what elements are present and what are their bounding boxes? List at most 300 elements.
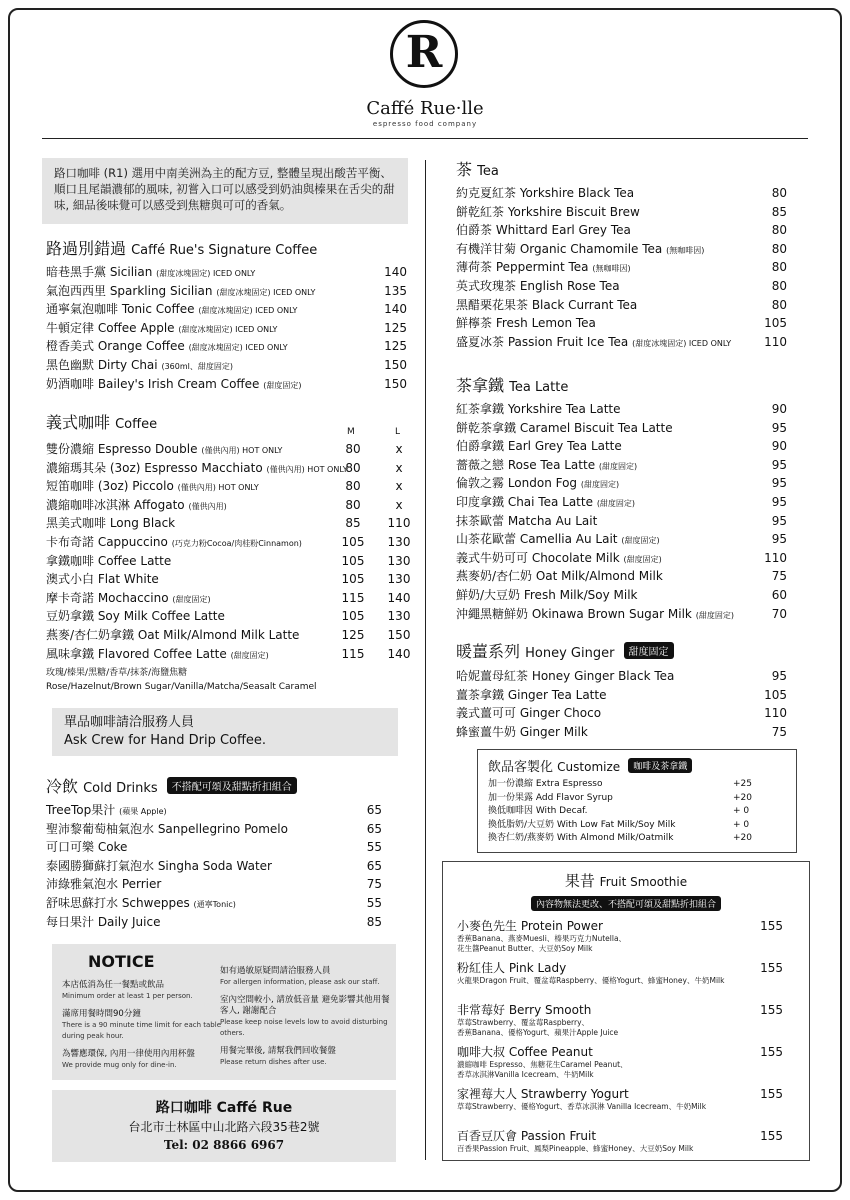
item-note: (巧克力粉Cocoa/肉桂粉Cinnamon) xyxy=(171,538,302,548)
customize-price: + 0 xyxy=(733,806,750,816)
tea-heading xyxy=(456,157,499,180)
tea-item xyxy=(456,314,789,333)
price-l: x xyxy=(395,497,403,512)
signature-title: 路過別錯過 xyxy=(46,239,127,258)
smoothie-item xyxy=(457,1002,783,1044)
signature-item xyxy=(46,375,411,394)
price-m: 80 xyxy=(345,442,361,456)
item-note: (甜度固定) xyxy=(598,461,638,471)
item-name: 摩卡奇諾 Mochaccino xyxy=(46,590,169,605)
signature-item xyxy=(46,319,411,338)
item-name-wrap xyxy=(456,296,637,315)
item-name-wrap xyxy=(46,533,302,554)
price-l: 130 xyxy=(387,534,411,549)
item-price: 95 xyxy=(771,494,787,509)
tea-item xyxy=(456,296,789,315)
smoothie-price: 155 xyxy=(760,1087,783,1101)
smoothie-price: 155 xyxy=(760,1045,783,1059)
item-name: 濃縮咖啡冰淇淋 Affogato xyxy=(46,497,185,512)
item-note: (甜度固定) xyxy=(621,536,660,546)
price-l: 130 xyxy=(387,609,411,624)
item-name-wrap xyxy=(456,493,635,514)
espresso-title-en: Coffee xyxy=(115,417,158,432)
item-name-wrap xyxy=(456,474,619,495)
ginger-title: 暖薑系列 xyxy=(456,642,521,661)
tea-title: 茶 xyxy=(456,160,473,179)
price-m: 105 xyxy=(341,609,365,624)
item-price: 90 xyxy=(771,402,787,416)
item-price: 80 xyxy=(771,260,787,275)
item-price: 60 xyxy=(771,587,787,602)
item-price: 95 xyxy=(771,476,787,491)
cold-title: 冷飲 xyxy=(46,777,79,796)
item-name: 舒味思蘇打水 Schweppes xyxy=(46,895,190,910)
smoothie-title: 果昔 xyxy=(564,872,595,890)
tealatte-item xyxy=(456,605,789,624)
item-name: 牛頓定律 Coffee Apple xyxy=(46,320,175,335)
item-note: (僅供內用) HOT ONLY xyxy=(201,446,283,455)
item-price: 105 xyxy=(764,687,787,702)
ginger-item xyxy=(456,667,789,686)
smoothie-badge: 內容物無法更改、不搭配可頌及甜點折扣組合 xyxy=(531,896,721,911)
item-price: 65 xyxy=(366,821,382,836)
customize-price: +20 xyxy=(733,792,752,803)
item-name: 通寧氣泡咖啡 Tonic Coffee xyxy=(46,302,195,317)
ginger-item xyxy=(456,704,789,723)
item-name-wrap xyxy=(456,530,660,551)
espresso-item xyxy=(46,440,411,459)
price-m: 105 xyxy=(341,553,365,568)
item-name-wrap xyxy=(456,549,662,570)
tea-title-en: Tea xyxy=(477,164,499,179)
price-l: x xyxy=(395,460,403,475)
tea-item xyxy=(456,258,789,277)
item-name: 雙份濃縮 Espresso Double xyxy=(46,442,198,456)
item-name: 山茶花歐蕾 Camellia Au Lait xyxy=(456,532,618,547)
customize-item xyxy=(488,805,778,819)
smoothie-desc: 濃縮咖啡 Espresso、焦糖花生Caramel Peanut、 xyxy=(457,1060,628,1069)
price-m: 105 xyxy=(341,572,365,587)
item-name: 鮮奶/大豆奶 Fresh Milk/Soy Milk xyxy=(456,587,638,602)
item-name-wrap xyxy=(46,375,302,396)
item-name: 蜂蜜薑牛奶 Ginger Milk xyxy=(456,724,588,739)
tealatte-item xyxy=(456,567,789,586)
item-name-wrap xyxy=(46,589,211,610)
item-name-wrap xyxy=(456,704,601,723)
item-name: 抹茶歐蕾 Matcha Au Lait xyxy=(456,513,598,528)
smoothie-name: 非常莓好 Berry Smooth xyxy=(457,1003,592,1017)
ginger-list xyxy=(456,667,789,741)
item-name-wrap xyxy=(46,626,299,645)
tea-list xyxy=(456,184,789,351)
tealatte-list xyxy=(456,400,789,623)
item-price: 75 xyxy=(771,724,787,739)
smoothie-name: 咖啡大叔 Coffee Peanut xyxy=(457,1045,593,1059)
cold-item xyxy=(46,838,386,857)
item-name: 倫敦之霧 London Fog xyxy=(456,476,578,491)
item-name-wrap xyxy=(46,282,315,303)
customize-name: 換杏仁奶/燕麥奶 With Almond Milk/Oatmilk xyxy=(488,833,674,843)
price-m: 115 xyxy=(341,590,365,605)
item-note: (甜度冰塊固定) ICED ONLY xyxy=(216,287,316,297)
item-price: 140 xyxy=(384,302,407,317)
item-note: (通寧Tonic) xyxy=(193,899,236,909)
item-price: 95 xyxy=(771,669,787,683)
notice-entry xyxy=(62,980,222,1002)
item-note: (360ml、甜度固定) xyxy=(161,361,233,371)
price-l: 140 xyxy=(387,590,411,605)
item-price: 75 xyxy=(771,569,787,584)
price-l: 130 xyxy=(387,572,411,587)
tea-item xyxy=(456,333,789,352)
item-note: (僅供內用) xyxy=(188,501,227,511)
item-price: 90 xyxy=(771,439,787,454)
espresso-item xyxy=(46,477,411,496)
item-note: (僅供內用) HOT ONLY xyxy=(177,483,259,493)
item-note: (甜度固定) xyxy=(263,380,302,390)
item-price: 110 xyxy=(764,334,787,349)
espresso-item xyxy=(46,514,411,533)
item-name: 黑色幽默 Dirty Chai xyxy=(46,357,158,372)
item-name-wrap xyxy=(456,512,597,531)
intro-box xyxy=(42,158,408,224)
item-note: (甜度冰塊固定) ICED ONLY xyxy=(178,324,278,334)
smoothie-item xyxy=(457,918,783,960)
signature-item xyxy=(46,337,411,356)
notice-en: Minimum order at least 1 per person. xyxy=(62,992,193,1000)
item-price: 135 xyxy=(384,283,407,298)
item-price: 55 xyxy=(366,895,382,910)
signature-item xyxy=(46,300,411,319)
smoothie-price: 155 xyxy=(760,919,783,933)
item-price: 125 xyxy=(384,339,407,354)
item-note: (無咖啡因) xyxy=(666,245,705,255)
smoothie-name: 家裡莓大人 Strawberry Yogurt xyxy=(457,1087,629,1101)
ginger-item xyxy=(456,723,789,742)
smoothie-desc: 火龍果Dragon Fruit、覆盆莓Raspberry、優格Yogurt、蜂蜜Honey、牛奶Milk xyxy=(457,976,725,985)
item-name: 沖繩黑糖鮮奶 Okinawa Brown Sugar Milk xyxy=(456,606,692,621)
item-note: (甜度冰塊固定) ICED ONLY xyxy=(188,343,288,353)
item-price: 95 xyxy=(771,513,787,528)
smoothie-title-en: Fruit Smoothie xyxy=(599,875,688,889)
item-name: 風味拿鐵 Flavored Coffee Latte xyxy=(46,646,227,661)
item-name-wrap xyxy=(456,567,663,586)
signature-title-en: Caffé Rue's Signature Coffee xyxy=(131,243,318,258)
item-name: 英式玫瑰茶 English Rose Tea xyxy=(456,278,620,293)
notice-zh: 如有過敏原疑問請洽服務人員 xyxy=(220,966,331,976)
smoothie-name: 小麥色先生 Protein Power xyxy=(457,919,603,933)
item-name-wrap xyxy=(46,440,282,461)
price-l: 110 xyxy=(387,516,411,531)
espresso-list xyxy=(46,440,411,663)
smoothie-panel xyxy=(442,861,810,1161)
smoothie-name: 粉紅佳人 Pink Lady xyxy=(457,961,567,975)
item-name-wrap xyxy=(46,477,259,498)
notice-en: We provide mug only for dine-in. xyxy=(62,1061,177,1069)
smoothie-heading xyxy=(443,870,809,891)
customize-item xyxy=(488,792,778,806)
smoothie-item xyxy=(457,1128,783,1170)
tealatte-item xyxy=(456,530,789,549)
item-name: 豆奶拿鐵 Soy Milk Coffee Latte xyxy=(46,609,225,624)
item-price: 105 xyxy=(764,316,787,331)
item-name-wrap xyxy=(46,801,167,822)
item-price: 75 xyxy=(366,877,382,892)
notice-entry xyxy=(62,1009,222,1042)
item-price: 85 xyxy=(366,914,382,929)
price-m: 80 xyxy=(345,460,361,475)
item-price: 55 xyxy=(366,840,382,855)
tealatte-item xyxy=(456,456,789,475)
item-name: 薄荷茶 Peppermint Tea xyxy=(456,260,589,275)
customize-item xyxy=(488,819,778,833)
smoothie-desc: 花生醬Peanut Butter、大豆奶Soy Milk xyxy=(457,944,593,953)
item-name-wrap xyxy=(456,686,606,705)
signature-list xyxy=(46,263,411,393)
item-note: (僅供內用) HOT ONLY xyxy=(266,464,348,474)
size-l-header: L xyxy=(395,427,401,437)
notice-en: Please keep noise levels low to avoid disturbing others. xyxy=(220,1018,388,1037)
item-name-wrap xyxy=(46,263,255,284)
tea-item xyxy=(456,221,789,240)
notice-title: NOTICE xyxy=(88,952,155,971)
item-price: 140 xyxy=(384,265,407,279)
smoothie-desc: 香草冰淇淋Vanilla Icecream、牛奶Milk xyxy=(457,1070,594,1079)
item-name: 濃縮瑪其朵 (3oz) Espresso Macchiato xyxy=(46,460,263,475)
customize-item xyxy=(488,778,778,792)
espresso-item xyxy=(46,589,411,608)
item-name: 印度拿鐵 Chai Tea Latte xyxy=(456,494,593,509)
smoothie-item xyxy=(457,1086,783,1128)
item-name-wrap xyxy=(456,456,637,477)
price-m: 105 xyxy=(341,534,365,549)
customize-price: +25 xyxy=(733,779,752,789)
customize-name: 加一份濃縮 Extra Espresso xyxy=(488,779,603,789)
notice-zh: 為響應環保, 內用一律使用內用杯盤 xyxy=(62,1049,195,1059)
item-name-wrap xyxy=(46,300,297,321)
item-name-wrap xyxy=(46,607,225,626)
item-name: 聖沛黎葡萄柚氣泡水 Sanpellegrino Pomelo xyxy=(46,821,288,836)
size-m-header: M xyxy=(347,427,355,437)
tealatte-title-en: Tea Latte xyxy=(509,380,569,395)
item-note: (甜度固定) xyxy=(596,498,636,508)
item-name-wrap xyxy=(46,645,269,666)
item-name: 鮮檸茶 Fresh Lemon Tea xyxy=(456,316,596,331)
cold-title-en: Cold Drinks xyxy=(83,781,158,796)
smoothie-desc: 香蕉Banana、優格Yogurt、蘋果汁Apple Juice xyxy=(457,1028,619,1037)
signature-heading xyxy=(46,236,317,259)
item-name-wrap xyxy=(456,184,634,203)
address-tel: Tel: 02 8866 6967 xyxy=(163,1138,285,1152)
item-name-wrap xyxy=(46,552,171,571)
customize-name: 加一份果露 Add Flavor Syrup xyxy=(488,792,613,803)
espresso-item xyxy=(46,533,411,552)
tealatte-item xyxy=(456,512,789,531)
price-m: 115 xyxy=(341,646,365,661)
item-name: 哈妮薑母紅茶 Honey Ginger Black Tea xyxy=(456,669,675,683)
item-name-wrap xyxy=(46,894,236,915)
item-name: 義式薑可可 Ginger Choco xyxy=(456,706,602,721)
column-divider xyxy=(425,160,426,1160)
tea-item xyxy=(456,184,789,203)
item-price: 80 xyxy=(771,297,787,312)
item-name-wrap xyxy=(46,857,272,876)
notice-en: For allergen information, please ask our staff. xyxy=(220,978,380,986)
customize-heading xyxy=(488,756,692,775)
item-name-wrap xyxy=(456,221,631,240)
item-price: 150 xyxy=(384,357,407,372)
ginger-badge: 甜度固定 xyxy=(624,642,674,659)
espresso-item xyxy=(46,570,411,589)
item-price: 80 xyxy=(771,241,787,256)
customize-item xyxy=(488,832,778,846)
price-m: 85 xyxy=(345,516,361,531)
item-price: 70 xyxy=(771,606,787,621)
smoothie-price: 155 xyxy=(760,1003,783,1017)
customize-list xyxy=(488,778,778,846)
flavor-list-zh: 玫瑰/榛果/黑糖/香草/抹茶/海鹽焦糖 xyxy=(46,668,188,678)
notice-zh: 滿席用餐時間90分鐘 xyxy=(62,1009,141,1019)
item-name: 盛夏冰茶 Passion Fruit Ice Tea xyxy=(456,334,629,349)
tealatte-heading xyxy=(456,373,568,396)
item-price: 110 xyxy=(764,706,787,721)
item-name: 澳式小白 Flat White xyxy=(46,572,159,587)
price-l: x xyxy=(395,479,403,494)
item-price: 95 xyxy=(771,532,787,547)
item-name-wrap xyxy=(456,203,640,222)
tealatte-item xyxy=(456,586,789,605)
tea-item xyxy=(456,203,789,222)
item-name-wrap xyxy=(456,258,631,279)
customize-panel xyxy=(477,749,797,853)
item-name-wrap xyxy=(46,319,277,340)
item-name: TreeTop果汁 xyxy=(46,803,116,817)
item-name: 約克夏紅茶 Yorkshire Black Tea xyxy=(456,186,635,200)
espresso-item xyxy=(46,626,411,645)
tea-item xyxy=(456,240,789,259)
customize-name: 換低脂奶/大豆奶 With Low Fat Milk/Soy Milk xyxy=(488,819,676,830)
item-name: 薑茶拿鐵 Ginger Tea Latte xyxy=(456,687,607,702)
item-name: 拿鐵咖啡 Coffee Latte xyxy=(46,553,172,568)
item-name-wrap xyxy=(46,459,348,480)
notice-en: Please return dishes after use. xyxy=(220,1058,327,1066)
item-name: 橙香美式 Orange Coffee xyxy=(46,339,185,354)
item-price: 80 xyxy=(771,223,787,238)
notice-en: There is a 90 minute time limit for each table during peak hour. xyxy=(62,1021,222,1040)
item-price: 150 xyxy=(384,376,407,391)
notice-entry xyxy=(220,995,390,1039)
tealatte-item xyxy=(456,437,789,456)
handdrip-box xyxy=(52,708,398,756)
espresso-item xyxy=(46,645,411,664)
item-note: (甜度固定) xyxy=(695,610,734,620)
item-note: (無咖啡因) xyxy=(592,264,631,274)
item-name-wrap xyxy=(456,400,621,419)
price-l: 150 xyxy=(387,627,411,642)
notice-box xyxy=(52,944,396,1080)
item-name: 黑美式咖啡 Long Black xyxy=(46,516,176,531)
item-name: 餅乾紅茶 Yorkshire Biscuit Brew xyxy=(456,204,640,219)
price-m: 80 xyxy=(345,479,361,494)
item-price: 65 xyxy=(366,803,382,817)
cold-item xyxy=(46,820,386,839)
item-name: 暗巷黑手黨 Sicilian xyxy=(46,265,153,279)
smoothie-price: 155 xyxy=(760,1129,783,1143)
item-name: 薔薇之戀 Rose Tea Latte xyxy=(456,457,596,472)
item-name: 泰國勝獅蘇打氣泡水 Singha Soda Water xyxy=(46,858,272,873)
address-street: 台北市士林區中山北路六段35巷2號 xyxy=(128,1120,320,1134)
customize-title: 飲品客製化 xyxy=(488,760,554,775)
notice-zh: 用餐完畢後, 請幫我們回收餐盤 xyxy=(220,1046,336,1056)
espresso-item xyxy=(46,552,411,571)
item-price: 65 xyxy=(366,858,382,873)
cold-badge: 不搭配可頌及甜點折扣組合 xyxy=(167,777,297,794)
cold-list xyxy=(46,801,386,931)
item-price: 110 xyxy=(764,550,787,565)
item-name: 黑醋栗花果茶 Black Currant Tea xyxy=(456,297,638,312)
tealatte-item xyxy=(456,400,789,419)
address-name: 路口咖啡 Caffé Rue xyxy=(155,1100,293,1116)
item-name-wrap xyxy=(46,356,233,377)
header-divider xyxy=(42,138,808,139)
ginger-title-en: Honey Ginger xyxy=(525,646,615,661)
smoothie-badge-wrap xyxy=(443,894,809,913)
item-name-wrap xyxy=(46,337,288,358)
item-price: 125 xyxy=(384,320,407,335)
item-name: 奶酒咖啡 Bailey's Irish Cream Coffee xyxy=(46,376,260,391)
brand-tagline: espresso food company xyxy=(372,120,478,128)
item-price: 80 xyxy=(771,186,787,200)
item-name-wrap xyxy=(456,586,637,605)
item-name: 伯爵茶 Whittard Earl Grey Tea xyxy=(456,223,631,238)
price-m: 125 xyxy=(341,627,365,642)
item-note: (甜度冰塊固定) ICED ONLY xyxy=(156,269,256,278)
item-price: 85 xyxy=(771,204,787,219)
smoothie-item xyxy=(457,1044,783,1086)
smoothie-price: 155 xyxy=(760,961,783,975)
notice-entry xyxy=(220,1046,390,1068)
item-name-wrap xyxy=(46,570,159,589)
item-name-wrap xyxy=(456,240,704,261)
item-name-wrap xyxy=(46,838,127,857)
tealatte-title: 茶拿鐵 xyxy=(456,376,505,395)
cold-item xyxy=(46,875,386,894)
smoothie-name: 百香豆仄會 Passion Fruit xyxy=(457,1129,597,1143)
item-name-wrap xyxy=(456,314,596,333)
item-name: 義式牛奶可可 Chocolate Milk xyxy=(456,550,620,565)
item-name-wrap xyxy=(46,514,175,533)
item-name: 可口可樂 Coke xyxy=(46,840,128,855)
item-name: 燕麥奶/杏仁奶 Oat Milk/Almond Milk xyxy=(456,569,663,584)
signature-item xyxy=(46,282,411,301)
customize-title-en: Customize xyxy=(557,760,621,774)
tealatte-item xyxy=(456,419,789,438)
customize-name: 換低咖啡因 With Decaf. xyxy=(488,806,588,816)
item-name-wrap xyxy=(456,419,673,438)
item-name: 伯爵拿鐵 Earl Grey Tea Latte xyxy=(456,439,622,454)
signature-item xyxy=(46,263,411,282)
customize-price: +20 xyxy=(733,833,752,843)
espresso-item xyxy=(46,607,411,626)
price-l: 140 xyxy=(387,646,411,661)
brand-name: Caffé Rue·lle xyxy=(366,98,484,119)
notice-zh: 本店低消為任一餐點或飲品 xyxy=(62,980,165,990)
item-price: 95 xyxy=(771,420,787,435)
ginger-item xyxy=(456,686,789,705)
flavor-list-en: Rose/Hazelnut/Brown Sugar/Vanilla/Matcha/Seasalt Caramel xyxy=(46,682,317,692)
item-note: (甜度固定) xyxy=(623,554,662,564)
tea-item xyxy=(456,277,789,296)
